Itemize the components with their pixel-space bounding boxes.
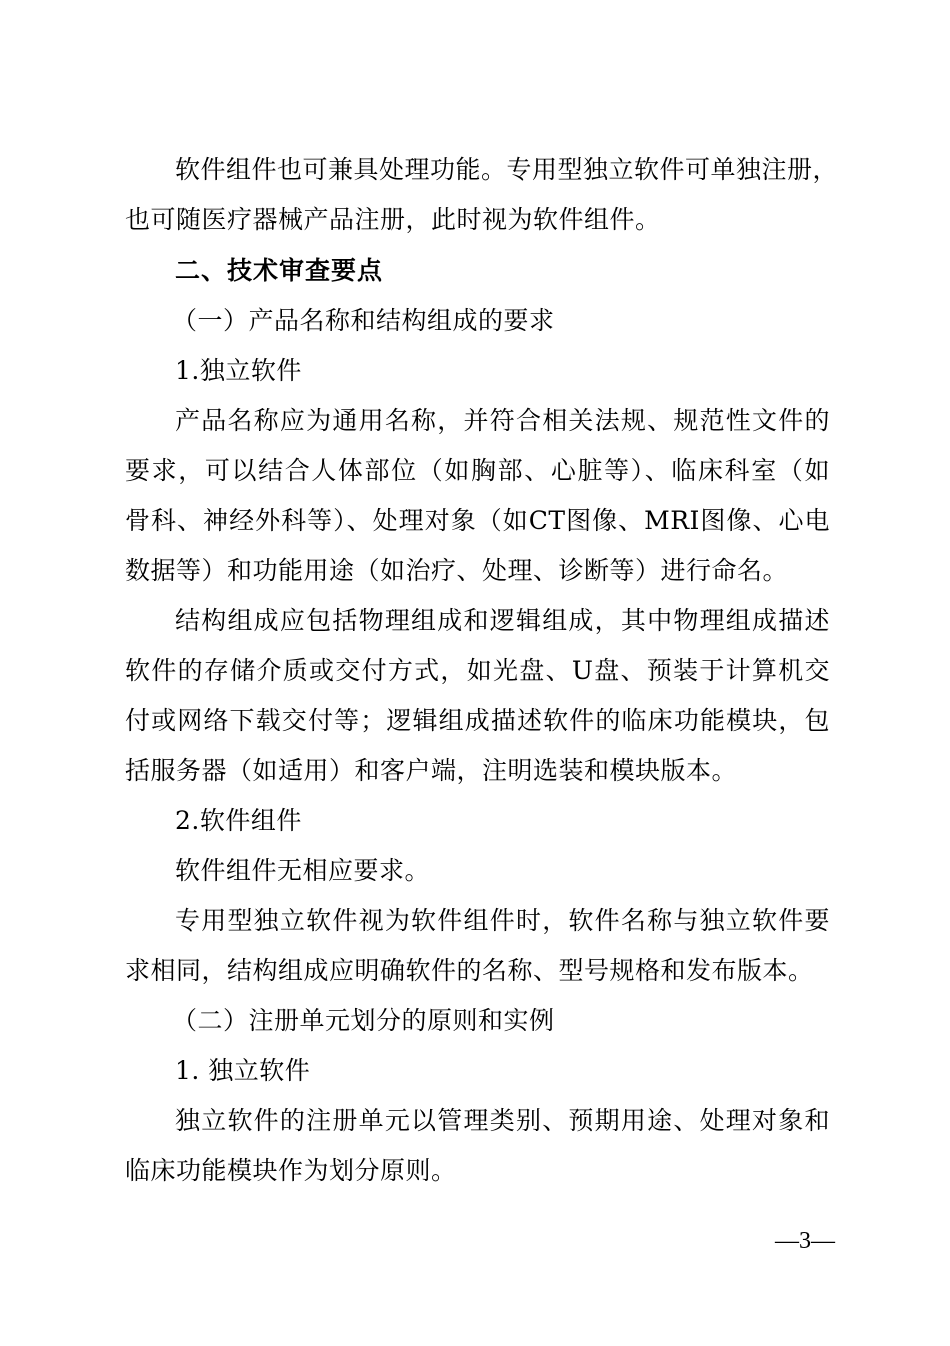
body-line: 骨科、神经外科等）、处理对象（如CT图像、MRI图像、心电	[125, 506, 830, 535]
item-heading: 1. 独立软件	[175, 1056, 311, 1085]
body-line: 付或网络下载交付等；逻辑组成描述软件的临床功能模块，包	[125, 706, 830, 735]
section-heading: 二、技术审查要点	[175, 256, 384, 285]
page-number: —3—	[775, 1228, 835, 1254]
body-line: 专用型独立软件视为软件组件时，软件名称与独立软件要	[175, 906, 830, 935]
item-heading: 2.软件组件	[175, 806, 302, 835]
body-line: 软件组件也可兼具处理功能。专用型独立软件可单独注册，	[175, 155, 839, 184]
body-line: 软件的存储介质或交付方式，如光盘、U盘、预装于计算机交	[125, 656, 830, 685]
item-heading: 1.独立软件	[175, 356, 302, 385]
body-line: 也可随医疗器械产品注册，此时视为软件组件。	[125, 205, 661, 234]
body-line: 求相同，结构组成应明确软件的名称、型号规格和发布版本。	[125, 956, 814, 985]
body-line: 独立软件的注册单元以管理类别、预期用途、处理对象和	[175, 1106, 830, 1135]
body-line: 产品名称应为通用名称，并符合相关法规、规范性文件的	[175, 406, 830, 435]
body-line: 临床功能模块作为划分原则。	[125, 1156, 457, 1185]
subsection-heading: （一）产品名称和结构组成的要求	[172, 306, 555, 335]
body-line: 括服务器（如适用）和客户端，注明选装和模块版本。	[125, 756, 738, 785]
subsection-heading: （二）注册单元划分的原则和实例	[172, 1006, 555, 1035]
body-line: 软件组件无相应要求。	[175, 856, 431, 885]
body-line: 要求，可以结合人体部位（如胸部、心脏等）、临床科室（如	[125, 456, 830, 485]
body-line: 数据等）和功能用途（如治疗、处理、诊断等）进行命名。	[125, 556, 789, 585]
body-line: 结构组成应包括物理组成和逻辑组成，其中物理组成描述	[175, 606, 830, 635]
